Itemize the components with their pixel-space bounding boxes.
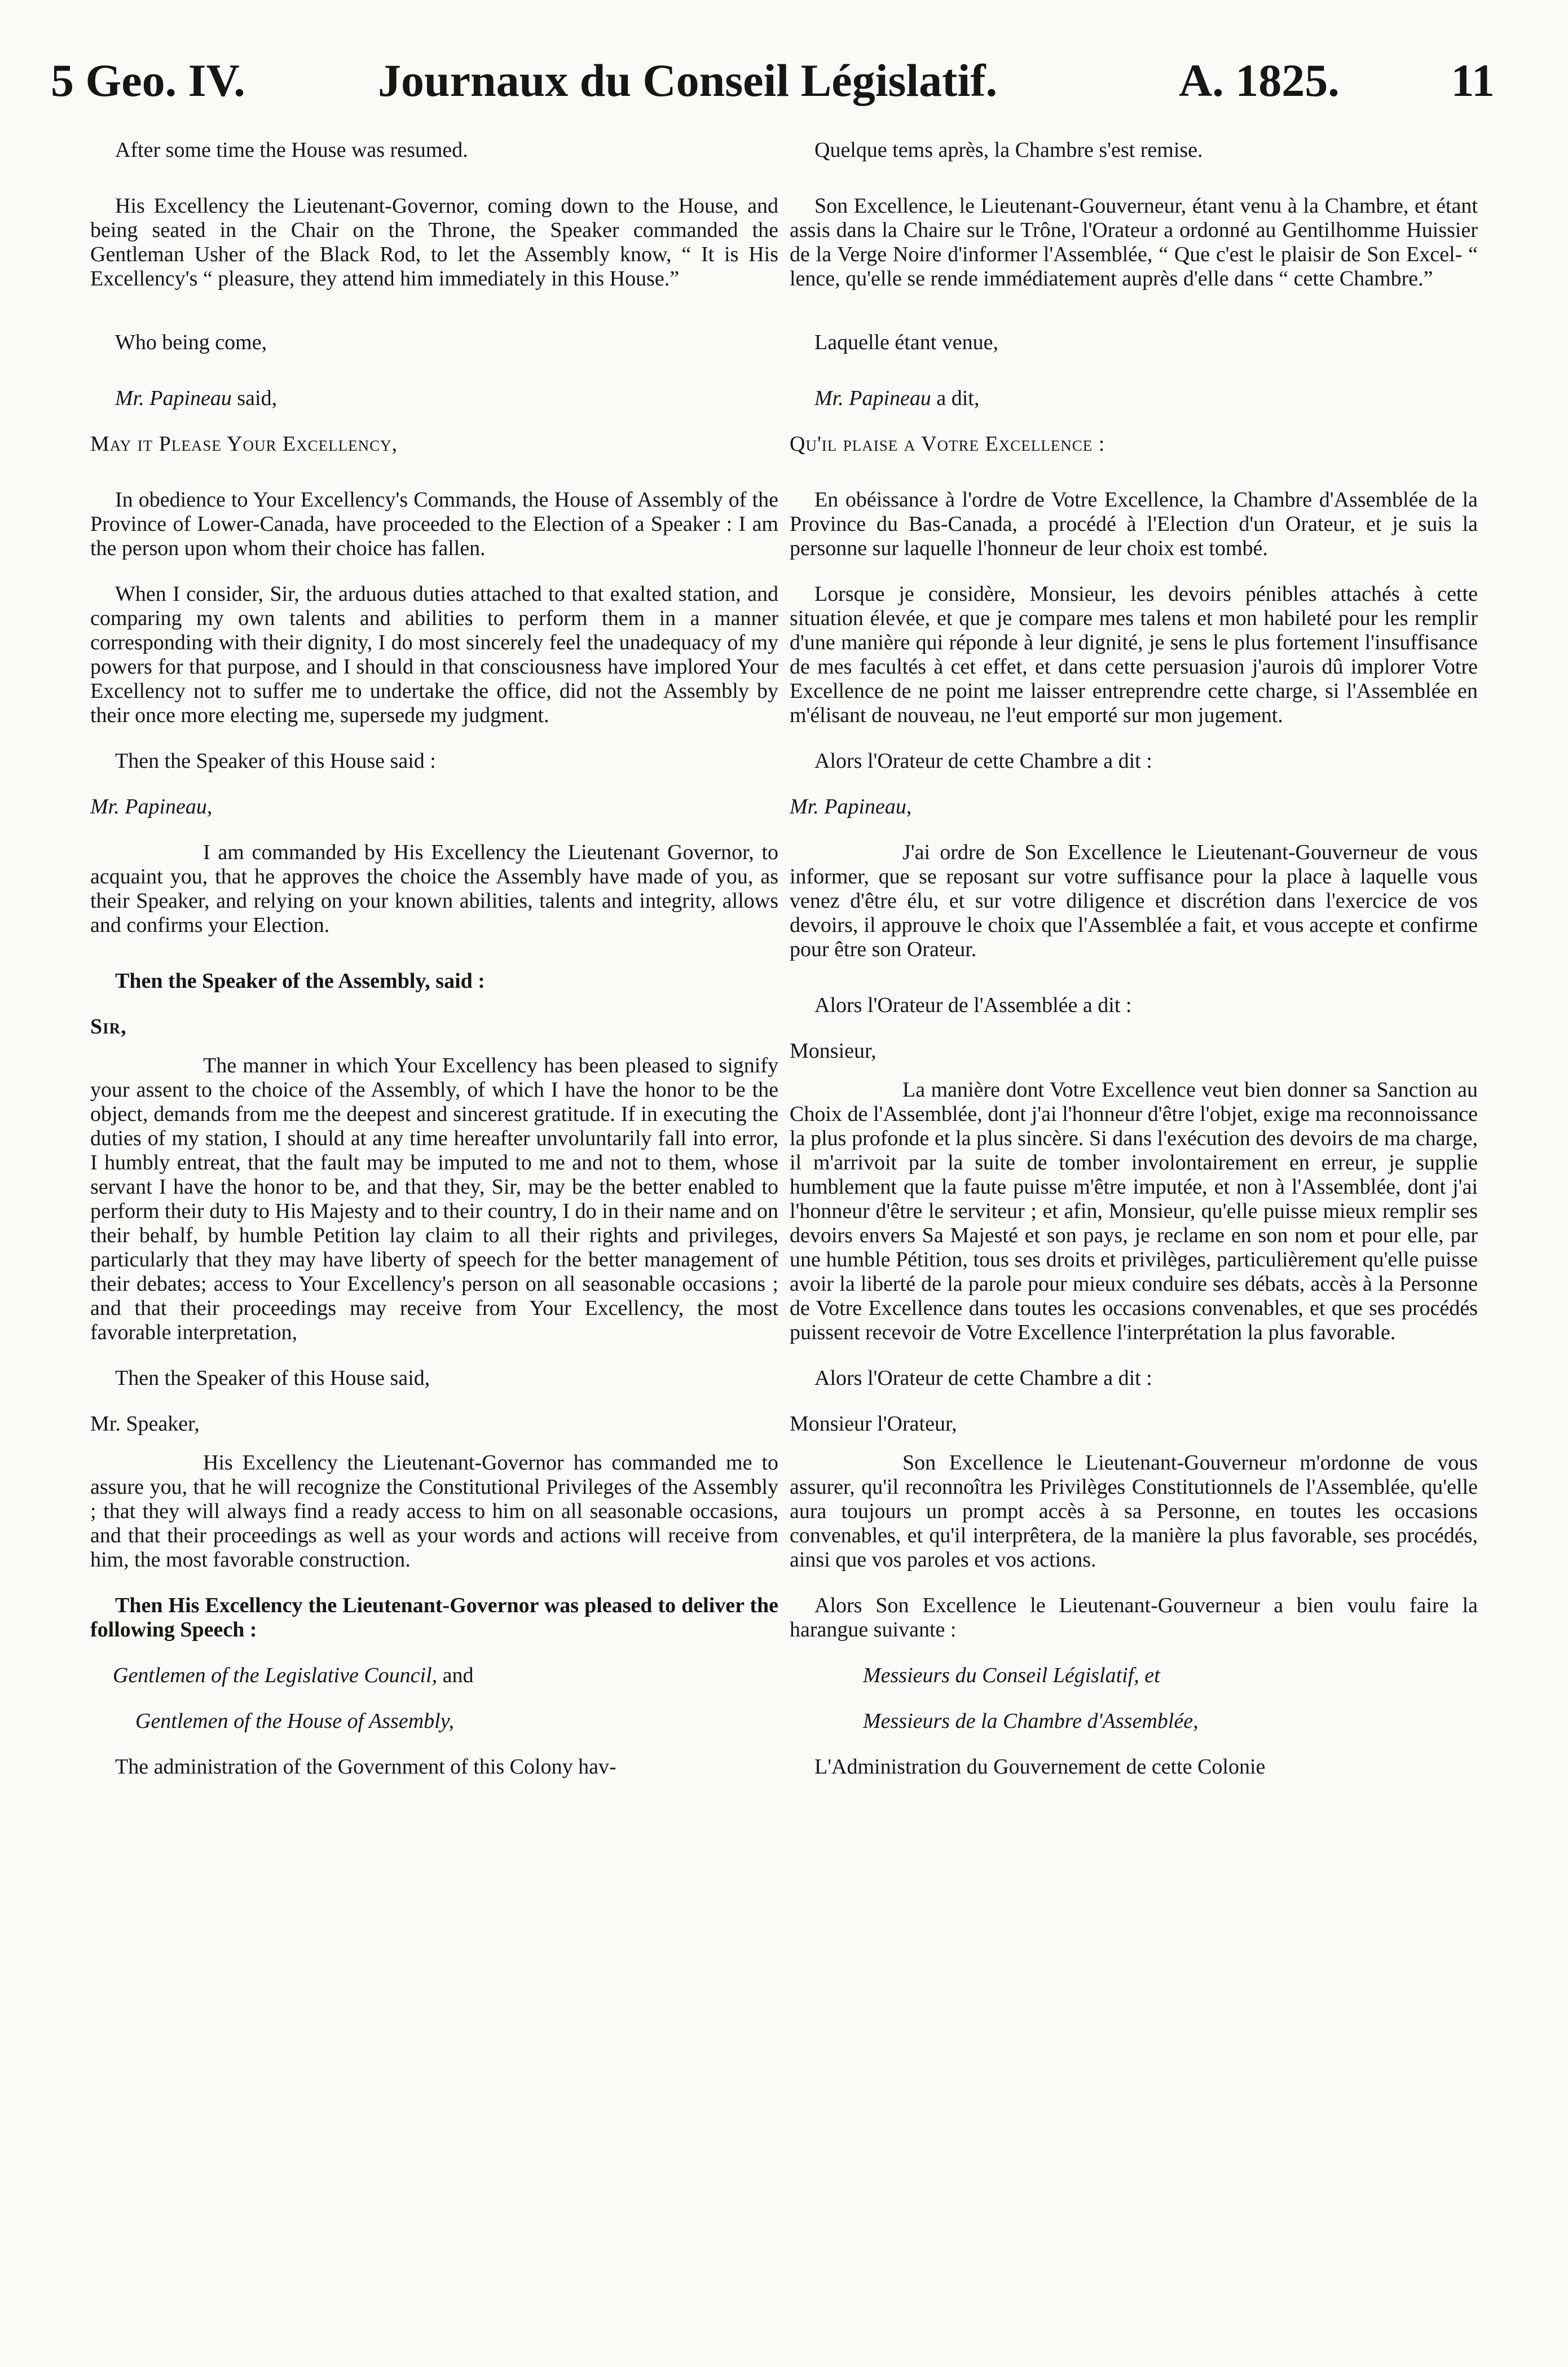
en-papineau-said (90, 386, 778, 411)
en-assembly-speaker-said: Then the Speaker of the Assembly, said : (115, 969, 485, 993)
en-house-speaker-said: Then the Speaker of this House said, (115, 1366, 430, 1390)
en-gentlemen-council-text: Gentlemen of the Legislative Council, (113, 1664, 438, 1687)
en-house-resumed: After some time the House was resumed. (115, 138, 468, 162)
fr-assembly-speaker-said: Alors l'Orateur de l'Assemblée a dit : (814, 993, 1132, 1017)
en-speaker-said: Then the Speaker of this House said : (115, 749, 436, 773)
en-mr-speaker: Mr. Speaker, (90, 1412, 200, 1436)
fr-who-being-come: Laquelle étant venue, (814, 331, 999, 354)
fr-papineau-name: Mr. Papineau (814, 386, 931, 410)
header-page-number: 11 (1451, 55, 1495, 106)
header-journal-title: Journaux du Conseil Législatif. (378, 55, 998, 106)
fr-privileges-paragraph: Son Excellence le Lieutenant-Gouverneur m'ordonne de vous assurer, qu'il reconnoîtra les Privilèges Constitutionnels de l'Assemblée, qu'elle aura toujours un prompt accès à sa Personne, en toutes les occasions convenables, et qu'il interprêtera, de la manière la plus favorable, ses procédés, ainsi que vos paroles et vos actions. (790, 1451, 1478, 1572)
fr-speaker-said: Alors l'Orateur de cette Chambre a dit : (814, 749, 1152, 773)
en-salutation: May it Please Your Excellency, (90, 432, 398, 456)
en-mr-papineau: Mr. Papineau, (90, 795, 213, 819)
en-obedience-paragraph: In obedience to Your Excellency's Commands, the House of Assembly of the Province of Lower-Canada, have proceeded to the Election of a Speaker : I am the person upon whom their choice has fallen. (90, 488, 778, 560)
fr-commanded-paragraph: J'ai ordre de Son Excellence le Lieutenant-Gouverneur de vous informer, que se reposant sur votre suffisance pour la place à laquelle vous venez d'être élu, et sur votre diligence et discrétion dans l'exercice de vos devoirs, il approuve le choix que l'Assemblée a fait, et vous accepte et confirme pour être son Orateur. (790, 841, 1478, 961)
header-year: A. 1825. (1179, 55, 1340, 106)
page-header (39, 50, 1495, 112)
en-consider-paragraph: When I consider, Sir, the arduous duties attached to that exalted station, and comparing my own talents and abilities to perform them in a manner corresponding with their dignity, I do most sincerely feel the unadequacy of my powers for that purpose, and I should in that consciousness have implored Your Excellency not to suffer me to undertake the office, did not the Assembly by their once more electing me, supersede my judgment. (90, 582, 778, 727)
en-privileges-paragraph: His Excellency the Lieutenant-Governor has commanded me to assure you, that he will recognize the Constitutional Privileges of the Assembly ; that they will always find a ready access to him on all seasonable occasions, and that their proceedings as well as your words and actions will receive from him, the most favorable construction. (90, 1451, 778, 1572)
en-papineau-said-text: said, (231, 386, 278, 410)
fr-messieurs-chambre: Messieurs de la Chambre d'Assemblée, (863, 1709, 1199, 1733)
fr-salutation: Qu'il plaise a Votre Excellence : (790, 432, 1105, 456)
fr-house-resumed: Quelque tems après, la Chambre s'est remise. (814, 138, 1203, 162)
en-commanded-paragraph: I am commanded by His Excellency the Lieutenant Governor, to acquaint you, that he approves the choice the Assembly have made of you, as their Speaker, and relying on your known abilities, talents and integrity, allows and confirms your Election. (90, 841, 778, 937)
fr-gratitude-paragraph: La manière dont Votre Excellence veut bien donner sa Sanction au Choix de l'Assemblée, dont j'ai l'honneur d'être l'objet, exige ma reconnoissance la plus profonde et la plus sincère. Si dans l'exécution des devoirs de ma charge, il m'arrivoit par la suite de tomber involontairement en erreur, je supplie humblement que la faute puisse m'être imputée, et non à l'Assemblée, dont j'ai l'honneur d'être le serviteur ; et afin, Monsieur, qu'elle puisse mieux remplir ses devoirs envers Sa Majesté et son pays, je reclame en son nom et pour elle, par une humble Pétition, tous ses droits et privilèges, particulièrement qu'elle puisse avoir la liberté de la parole pour mieux conduire ses débats, accès à la Personne de Votre Excellence dans toutes les occasions convenables, et que ses procédés puissent recevoir de Votre Excellence l'interprétation la plus favorable. (790, 1078, 1478, 1344)
french-column (790, 138, 1478, 1779)
fr-monsieur: Monsieur, (790, 1039, 877, 1063)
fr-monsieur-orateur: Monsieur l'Orateur, (790, 1412, 957, 1436)
fr-consider-paragraph: Lorsque je considère, Monsieur, les devoirs pénibles attachés à cette situation élevée, et que je compare mes talens et mon habileté pour les remplir d'une manière qui réponde à leur dignité, je sens le plus fortement l'insuffisance de mes facultés à cet effet, et dans cette persuasion j'aurois dû implorer Votre Excellence de ne point me laisser entreprendre cette charge, si l'Assemblée en m'élisant de nouveau, ne l'eut emporté sur mon jugement. (790, 582, 1478, 727)
en-and-text: and (437, 1664, 474, 1687)
fr-mr-papineau: Mr. Papineau, (790, 795, 912, 819)
en-administration-line: The administration of the Government of this Colony hav- (115, 1755, 616, 1779)
en-governor-arrival: His Excellency the Lieutenant-Governor, coming down to the House, and being seated in the Chair on the Throne, the Speaker commanded the Gentleman Usher of the Black Rod, to let the Assembly know, “ It is His Excellency's “ pleasure, they attend him immediately in this House.” (90, 194, 778, 291)
fr-administration-line: L'Administration du Gouvernement de cette Colonie (814, 1755, 1266, 1779)
english-column (90, 138, 778, 1779)
fr-papineau-said-text: a dit, (931, 386, 980, 410)
fr-messieurs-conseil: Messieurs du Conseil Législatif, et (863, 1664, 1160, 1687)
en-sir: Sir, (90, 1015, 127, 1039)
en-papineau-name: Mr. Papineau (115, 386, 232, 410)
fr-papineau-said (790, 386, 1478, 411)
fr-obedience-paragraph: En obéissance à l'ordre de Votre Excellence, la Chambre d'Assemblée de la Province du Bas-Canada, a procédé à l'Election d'un Orateur, et je suis la personne sur laquelle l'honneur de leur choix est tombé. (790, 488, 1478, 560)
en-gentlemen-council (90, 1664, 778, 1688)
en-gratitude-paragraph: The manner in which Your Excellency has been pleased to signify your assent to the choice of the Assembly, of which I have the honor to be the object, demands from me the deepest and sincerest gratitude. If in executing the duties of my station, I should at any time hereafter unvoluntarily fall into error, I humbly entreat, that the fault may be imputed to me and not to them, whose servant I have the honor to be, and that they, Sir, may be the better enabled to perform their duty to His Majesty and to their country, I do in their name and on their behalf, by humble Petition lay claim to all their rights and privileges, particularly that they may have liberty of speech for the better management of their debates; access to Your Excellency's person on all seasonable occasions ; and that their proceedings may receive from Your Excellency, the most favorable interpretation, (90, 1054, 778, 1344)
fr-speech-intro: Alors Son Excellence le Lieutenant-Gouverneur a bien voulu faire la harangue suivante : (790, 1594, 1478, 1642)
en-gentlemen-assembly: Gentlemen of the House of Assembly, (135, 1709, 454, 1733)
en-who-being-come: Who being come, (115, 331, 267, 354)
en-speech-intro: Then His Excellency the Lieutenant-Governor was pleased to deliver the following Speech : (90, 1594, 778, 1642)
fr-house-speaker-said: Alors l'Orateur de cette Chambre a dit : (814, 1366, 1152, 1390)
fr-governor-arrival: Son Excellence, le Lieutenant-Gouverneur, étant venu à la Chambre, et étant assis dans la Chaire sur le Trône, l'Orateur a ordonné au Gentilhomme Huissier de la Verge Noire d'informer l'Assemblée, “ Que c'est le plaisir de Son Excel- “ lence, qu'elle se rende immédiatement auprès d'elle dans “ cette Chambre.” (790, 194, 1478, 291)
header-regnal-year: 5 Geo. IV. (51, 55, 245, 106)
